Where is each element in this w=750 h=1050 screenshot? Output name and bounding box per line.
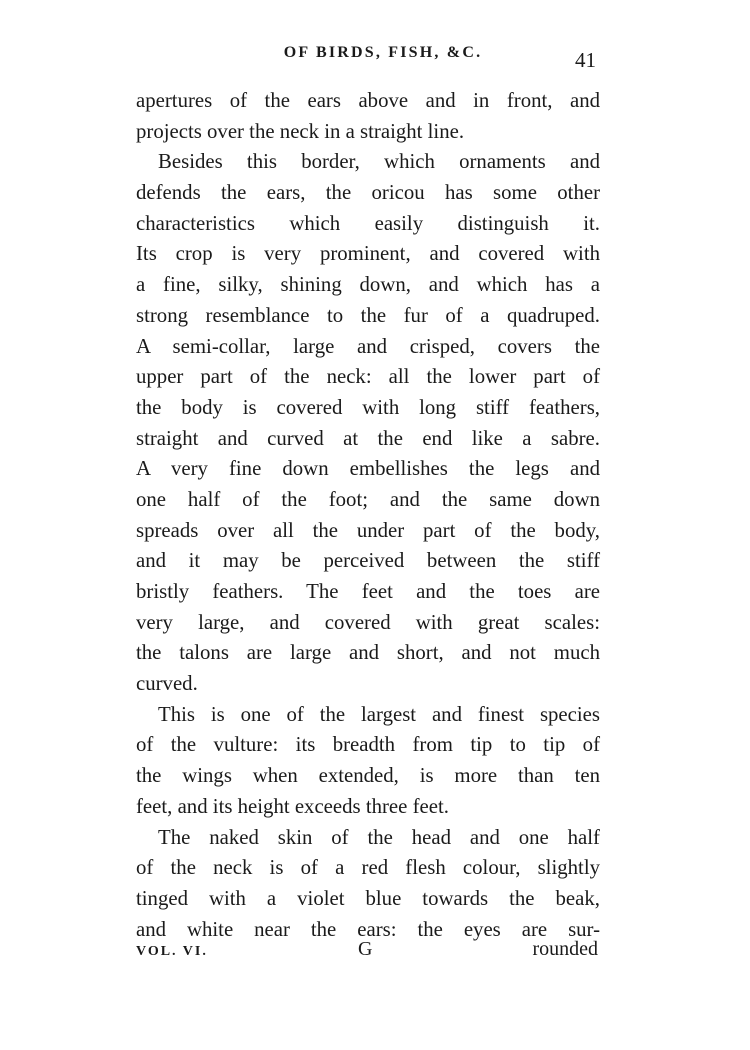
text-line: upper part of the neck: all the lower part of — [136, 365, 600, 389]
text-line: A very fine down embellishes the legs and — [136, 457, 600, 481]
text-line: spreads over all the under part of the body, — [136, 518, 600, 542]
text-line: one half of the foot; and the same down — [136, 487, 600, 511]
text-line: a fine, silky, shining down, and which has a — [136, 273, 600, 297]
text-line: defends the ears, the oricou has some other — [136, 181, 600, 205]
text-line: the talons are large and short, and not much — [136, 641, 600, 665]
text-line: characteristics which easily distinguish it. — [136, 211, 600, 235]
text-line: the body is covered with long stiff feathers, — [136, 395, 600, 419]
text-line: tinged with a violet blue towards the beak, — [136, 886, 600, 910]
text-line: and it may be perceived between the stiff — [136, 549, 600, 573]
text-line: The naked skin of the head and one half — [158, 825, 600, 849]
text-line: and white near the ears: the eyes are sur- — [136, 917, 600, 941]
paragraph-4 — [136, 823, 600, 946]
page-footer — [136, 938, 600, 968]
text-line: very large, and covered with great scales: — [136, 610, 600, 634]
text-line: the wings when extended, is more than ten — [136, 764, 600, 788]
text-line: apertures of the ears above and in front, and — [136, 89, 600, 112]
text-line: This is one of the largest and finest species — [158, 702, 600, 726]
text-line: A semi-collar, large and crisped, covers the — [136, 334, 600, 358]
text-line: projects over the neck in a straight line. — [136, 119, 465, 143]
volume-signature: VOL. VI. — [136, 944, 208, 959]
body-text — [136, 86, 600, 945]
catchword: rounded — [532, 938, 598, 960]
paragraph-1 — [136, 86, 600, 147]
sheet-signature-mark: G — [358, 938, 373, 960]
paragraph-3 — [136, 700, 600, 823]
running-head — [136, 44, 600, 74]
text-line: straight and curved at the end like a sabre. — [136, 426, 600, 450]
text-line: feet, and its height exceeds three feet. — [136, 794, 449, 818]
text-line: Its crop is very prominent, and covered with — [136, 242, 600, 266]
text-line: strong resemblance to the fur of a quadruped. — [136, 303, 600, 327]
running-title: OF BIRDS, FISH, &C. — [283, 44, 483, 61]
paragraph-2 — [136, 147, 600, 699]
page-number: 41 — [575, 48, 596, 72]
text-line: Besides this border, which ornaments and — [158, 150, 600, 174]
text-line: curved. — [136, 672, 198, 696]
text-line: of the vulture: its breadth from tip to tip of — [136, 733, 600, 757]
text-line: bristly feathers. The feet and the toes are — [136, 580, 600, 603]
text-line: of the neck is of a red flesh colour, slightly — [136, 856, 600, 880]
